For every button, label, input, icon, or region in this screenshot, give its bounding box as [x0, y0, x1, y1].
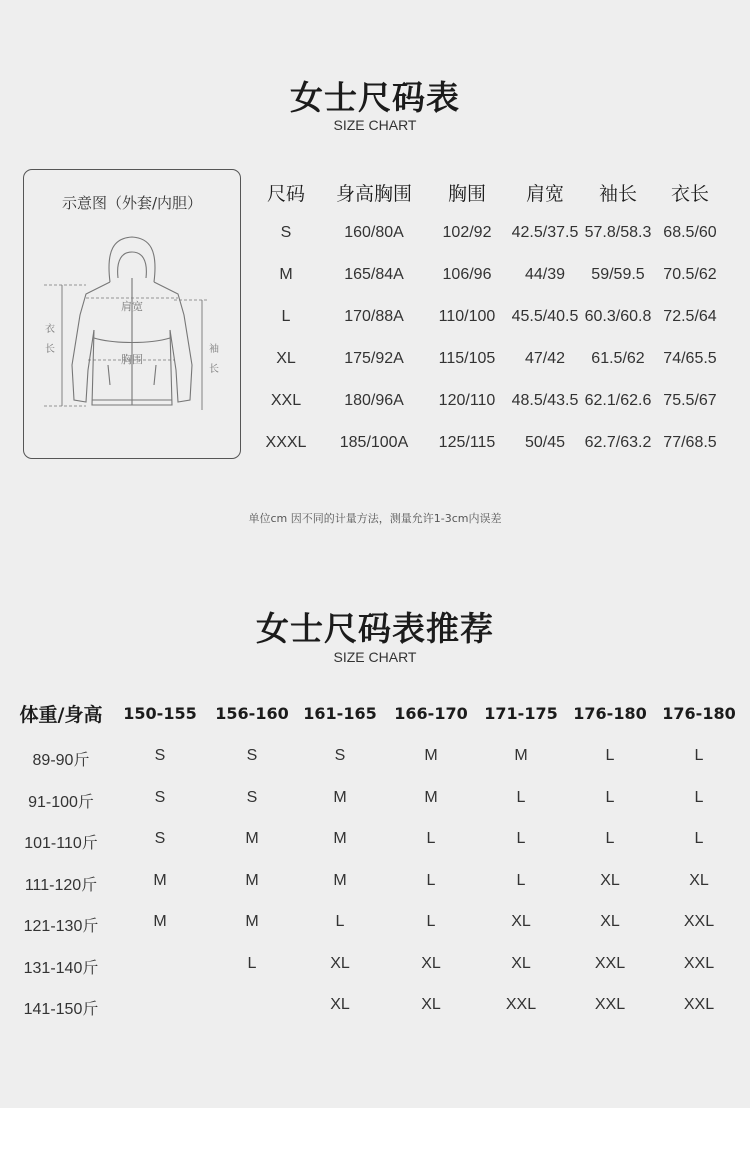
size-chart-subtitle: SIZE CHART	[333, 117, 417, 133]
size-table-cell: 125/115	[438, 434, 496, 451]
recommended-size-cell: XL	[330, 996, 350, 1013]
measurement-note: 单位cm 因不同的计量方法，测量允许1-3cm内误差	[248, 512, 502, 525]
size-table-cell: 160/80A	[344, 224, 404, 241]
recommended-size-cell: XXL	[683, 996, 715, 1013]
sleeve-length-label-1: 袖	[209, 344, 219, 355]
diagram-caption: 示意图（外套/内胆）	[61, 194, 203, 212]
weight-height-label: 体重/身高	[19, 704, 103, 726]
size-table-cell: 102/92	[442, 224, 492, 241]
height-range-header: 150-155	[123, 704, 197, 723]
body-length-label-2: 长	[45, 344, 55, 355]
recommended-size-cell: L	[605, 747, 615, 764]
recommended-size-cell: XXL	[594, 954, 626, 972]
recommended-size-cell: L	[426, 830, 436, 847]
recommended-size-cell: L	[247, 954, 257, 972]
height-range-header: 161-165	[303, 704, 377, 723]
recommended-size-cell: L	[426, 913, 436, 930]
recommended-size-cell: M	[514, 747, 528, 764]
recommended-size-cell: S	[246, 747, 258, 764]
size-table-cell: L	[281, 308, 291, 325]
recommended-size-cell: M	[333, 788, 347, 806]
recommended-size-cell: M	[333, 830, 347, 847]
size-table-cell: 115/105	[438, 350, 496, 367]
sleeve-length-label-2: 长	[209, 364, 219, 375]
height-range-header: 156-160	[215, 704, 289, 723]
recommended-size-cell: M	[245, 913, 259, 930]
weight-range-label: 101-110斤	[24, 835, 98, 852]
size-table-cell: 59/59.5	[591, 266, 645, 283]
size-table-cell: 106/96	[442, 266, 492, 283]
weight-range-label: 141-150斤	[23, 1001, 99, 1018]
size-table-cell: 48.5/43.5	[511, 392, 579, 409]
size-table-cell: 180/96A	[344, 392, 404, 409]
weight-range-label: 91-100斤	[28, 793, 94, 811]
recommended-size-cell: L	[516, 830, 526, 847]
height-range-header: 176-180	[573, 704, 647, 723]
size-table-cell: 44/39	[524, 266, 566, 283]
recommended-size-cell: M	[424, 788, 438, 806]
size-table-header: 尺码	[266, 183, 306, 205]
recommended-size-cell: L	[694, 747, 704, 764]
size-table-cell: 62.1/62.6	[584, 392, 652, 409]
diagram-box	[23, 169, 241, 459]
recommended-size-cell: XXL	[594, 996, 626, 1013]
size-table-cell: 68.5/60	[663, 224, 717, 241]
recommended-size-cell: M	[245, 871, 259, 889]
size-table-cell: 50/45	[524, 434, 566, 451]
size-table-cell: XXXL	[265, 434, 307, 451]
size-table-cell: 42.5/37.5	[511, 224, 579, 241]
recommended-size-cell: S	[334, 747, 346, 764]
recommended-size-cell: S	[154, 747, 166, 764]
size-table-cell: XXL	[270, 392, 302, 409]
size-chart-title: 女士尺码表	[290, 78, 460, 117]
size-table-cell: XL	[276, 350, 296, 367]
recommended-size-cell: L	[694, 788, 704, 806]
recommend-title: 女士尺码表推荐	[256, 609, 494, 648]
recommended-size-cell: L	[335, 913, 345, 930]
size-table-cell: 70.5/62	[663, 266, 717, 283]
height-range-header: 176-180	[662, 704, 736, 723]
recommended-size-cell: XL	[600, 871, 620, 889]
shoulder-label: 肩宽	[121, 300, 143, 313]
recommended-size-cell: M	[333, 871, 347, 889]
recommended-size-cell: XL	[330, 954, 350, 972]
size-table-cell: 170/88A	[344, 308, 404, 325]
size-table-header: 身高胸围	[335, 183, 413, 205]
recommended-size-cell: L	[605, 788, 615, 806]
weight-range-label: 121-130斤	[23, 918, 99, 935]
recommended-size-cell: L	[516, 788, 526, 806]
size-table-cell: 110/100	[438, 308, 496, 325]
size-table-cell: 175/92A	[344, 350, 404, 367]
recommended-size-cell: XL	[689, 871, 709, 889]
size-table-header: 肩宽	[525, 183, 565, 205]
recommended-size-cell: S	[154, 830, 166, 847]
size-table-cell: 57.8/58.3	[584, 224, 652, 241]
recommended-size-cell: XL	[511, 913, 531, 930]
size-table-cell: 61.5/62	[591, 350, 645, 367]
size-table-cell: 62.7/63.2	[584, 434, 652, 451]
chest-label: 胸围	[121, 353, 143, 366]
recommended-size-cell: XXL	[505, 996, 537, 1013]
size-table-header: 衣长	[670, 183, 710, 205]
size-table-header: 袖长	[598, 183, 638, 205]
recommended-size-cell: M	[424, 747, 438, 764]
recommended-size-cell: XL	[600, 913, 620, 930]
height-range-header: 171-175	[484, 704, 558, 723]
size-table-cell: 165/84A	[344, 266, 404, 283]
size-table-cell: M	[279, 266, 293, 283]
recommended-size-cell: XL	[511, 954, 531, 972]
size-table-cell: 120/110	[438, 392, 496, 409]
recommended-size-cell: L	[694, 830, 704, 847]
jacket-diagram	[24, 220, 240, 410]
size-table-cell: 77/68.5	[663, 434, 717, 451]
size-table-cell: 60.3/60.8	[584, 308, 652, 325]
recommended-size-cell: XXL	[683, 954, 715, 972]
weight-range-label: 131-140斤	[23, 959, 99, 977]
weight-range-label: 111-120斤	[24, 876, 98, 894]
recommended-size-cell: XL	[421, 954, 441, 972]
recommended-size-cell: S	[154, 788, 166, 806]
size-table-cell: 75.5/67	[663, 392, 717, 409]
recommended-size-cell: L	[516, 871, 526, 889]
recommended-size-cell: M	[153, 871, 167, 889]
recommended-size-cell: S	[246, 788, 258, 806]
size-table-cell: 74/65.5	[663, 350, 717, 367]
recommended-size-cell: L	[426, 871, 436, 889]
weight-range-label: 89-90斤	[32, 752, 90, 769]
recommended-size-cell: M	[245, 830, 259, 847]
recommended-size-cell: XXL	[683, 913, 715, 930]
size-table-cell: 185/100A	[339, 434, 409, 451]
size-table-cell: 72.5/64	[663, 308, 717, 325]
size-table-cell: 45.5/40.5	[511, 308, 579, 325]
height-range-header: 166-170	[394, 704, 468, 723]
recommended-size-cell: M	[153, 913, 167, 930]
recommended-size-cell: XL	[421, 996, 441, 1013]
recommended-size-cell: L	[605, 830, 615, 847]
body-length-label-1: 衣	[45, 324, 55, 335]
size-table-cell: 47/42	[524, 350, 566, 367]
size-table-header: 胸围	[447, 183, 487, 205]
jacket-outline-icon	[72, 237, 192, 405]
recommend-subtitle: SIZE CHART	[333, 649, 417, 665]
size-table-cell: S	[280, 224, 292, 241]
